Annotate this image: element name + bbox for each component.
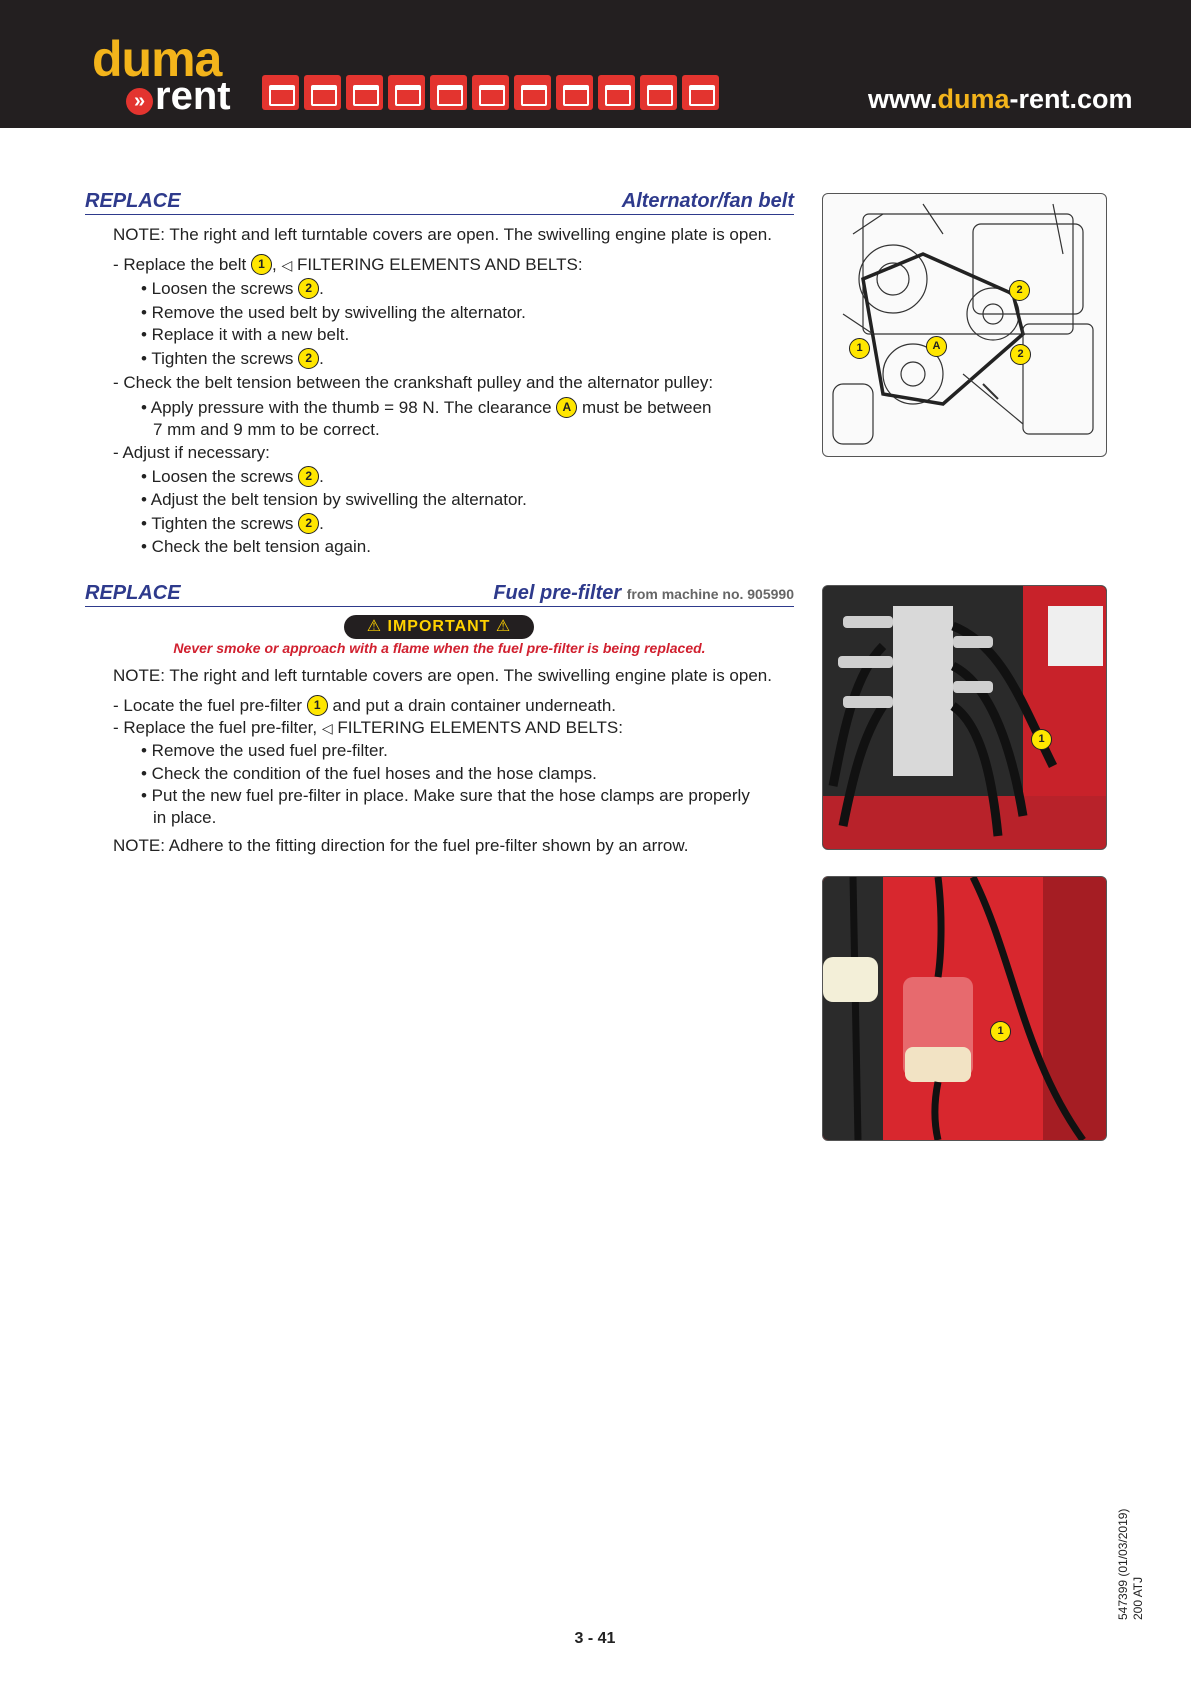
callout-badge: 1	[307, 695, 328, 716]
step-line: - Check the belt tension between the crankshaft pulley and the alternator pulley:	[113, 373, 714, 392]
step-line	[141, 466, 324, 488]
logo-duma-text: duma	[92, 31, 222, 87]
step-line: • Put the new fuel pre-filter in place. Make sure that the hose clamps are properly	[141, 786, 750, 805]
engine-belt-illustration	[822, 193, 1107, 457]
step-line: • Adjust the belt tension by swivelling the alternator.	[141, 490, 527, 509]
step-text: • Apply pressure with the thumb = 98 N. The clearance	[141, 398, 552, 417]
callout-1-tag: 1	[1031, 729, 1052, 750]
note-line: NOTE: The right and left turntable covers are open. The swivelling engine plate is open.	[113, 225, 772, 244]
step-line: - Adjust if necessary:	[113, 443, 270, 462]
step-text: - Replace the fuel pre-filter,	[113, 718, 318, 737]
step-text: and put a drain container underneath.	[332, 696, 616, 715]
step-text: - Locate the fuel pre-filter	[113, 696, 302, 715]
crane-icon	[514, 75, 551, 110]
step-text: must be between	[582, 398, 712, 417]
backhoe-icon	[430, 75, 467, 110]
section-heading-fuel-prefilter	[85, 580, 794, 607]
step-text: • Tighten the screws	[141, 514, 294, 533]
logo-rent-text: rent	[155, 74, 231, 118]
step-line	[141, 348, 324, 370]
logo-chevron: »	[126, 88, 153, 115]
engine-line-drawing	[823, 194, 1106, 456]
prefilter-photo-drawing	[823, 877, 1106, 1140]
mini-excavator-icon	[388, 75, 425, 110]
trailer-icon	[682, 75, 719, 110]
page-number: 3 - 41	[574, 1630, 616, 1647]
telehandler-icon	[598, 75, 635, 110]
website-url[interactable]	[868, 82, 1133, 116]
step-text: • Loosen the screws	[141, 467, 294, 486]
callout-badge: 2	[298, 513, 319, 534]
callout-1-tag: 1	[849, 338, 870, 359]
callout-badge: A	[556, 397, 577, 418]
url-prefix: www.	[868, 84, 938, 114]
note-line: NOTE: Adhere to the fitting direction for the fuel pre-filter shown by an arrow.	[113, 836, 689, 855]
section-action: REPLACE	[85, 190, 181, 212]
callout-badge: 2	[298, 466, 319, 487]
step-text: .	[319, 279, 324, 298]
fuel-prefilter-closeup-photo	[822, 876, 1107, 1141]
step-line	[141, 513, 324, 535]
url-suffix: -rent.com	[1009, 84, 1133, 114]
important-banner	[344, 615, 534, 639]
skid-steer-icon	[472, 75, 509, 110]
step-text: ,	[271, 255, 277, 274]
step-text: - Replace the belt	[113, 255, 247, 274]
callout-badge: 1	[251, 254, 272, 275]
cross-reference-link[interactable]: FILTERING ELEMENTS AND BELTS:	[337, 718, 623, 737]
section-title	[493, 582, 794, 605]
section-title-sub: from machine no. 905990	[626, 586, 794, 602]
step-text: .	[319, 514, 324, 533]
step-line: • Replace it with a new belt.	[141, 325, 350, 344]
model-text: 200 ATJ	[1131, 1576, 1145, 1620]
cross-reference-link[interactable]: FILTERING ELEMENTS AND BELTS:	[296, 255, 583, 274]
step-line: • Check the belt tension again.	[141, 537, 371, 556]
cross-reference-arrow-icon: ◁	[321, 720, 333, 736]
step-line: • Remove the used belt by swivelling the alternator.	[141, 303, 526, 322]
step-line: 7 mm and 9 mm to be correct.	[153, 420, 380, 439]
note-line: NOTE: The right and left turntable covers are open. The swivelling engine plate is open.	[113, 666, 772, 685]
boom-lift-icon	[640, 75, 677, 110]
callout-1-tag: 1	[990, 1021, 1011, 1042]
step-text: .	[319, 349, 324, 368]
scissor-lift-icon	[346, 75, 383, 110]
step-line	[113, 254, 583, 276]
page-header	[0, 0, 1191, 128]
step-line	[113, 717, 623, 739]
excavator-icon	[262, 75, 299, 110]
callout-2-tag: 2	[1010, 344, 1031, 365]
warning-icon: ⚠	[366, 618, 383, 635]
step-line: in place.	[153, 808, 217, 827]
step-line: • Remove the used fuel pre-filter.	[141, 741, 388, 760]
document-code	[1116, 1509, 1146, 1620]
cross-reference-arrow-icon: ◁	[281, 257, 293, 273]
doc-code-text: 547399 (01/03/2019)	[1116, 1508, 1130, 1620]
step-line	[141, 278, 324, 300]
callout-badge: 2	[298, 348, 319, 369]
callout-A-tag: A	[926, 336, 947, 357]
warning-icon: ⚠	[495, 618, 512, 635]
safety-warning-text: Never smoke or approach with a flame when the fuel pre-filter is being replaced.	[173, 640, 706, 656]
step-line	[113, 695, 616, 717]
step-text: • Loosen the screws	[141, 279, 294, 298]
fuel-filter-location-photo	[822, 585, 1107, 850]
forklift-icon	[304, 75, 341, 110]
equipment-icon-strip	[262, 75, 719, 110]
url-brand: duma	[937, 84, 1010, 114]
section-title: Alternator/fan belt	[621, 190, 794, 212]
excavator-icon	[556, 75, 593, 110]
step-line: • Check the condition of the fuel hoses and the hose clamps.	[141, 764, 597, 783]
step-text: • Tighten the screws	[141, 349, 294, 368]
step-text: .	[319, 467, 324, 486]
callout-2-tag: 2	[1009, 280, 1030, 301]
step-line	[141, 397, 712, 419]
callout-badge: 2	[298, 278, 319, 299]
section-heading-alternator	[85, 188, 794, 215]
section-title-text: Fuel pre-filter	[493, 582, 622, 604]
hoses-photo-drawing	[823, 586, 1106, 849]
section-action: REPLACE	[85, 582, 181, 604]
important-label: IMPORTANT	[387, 618, 491, 635]
